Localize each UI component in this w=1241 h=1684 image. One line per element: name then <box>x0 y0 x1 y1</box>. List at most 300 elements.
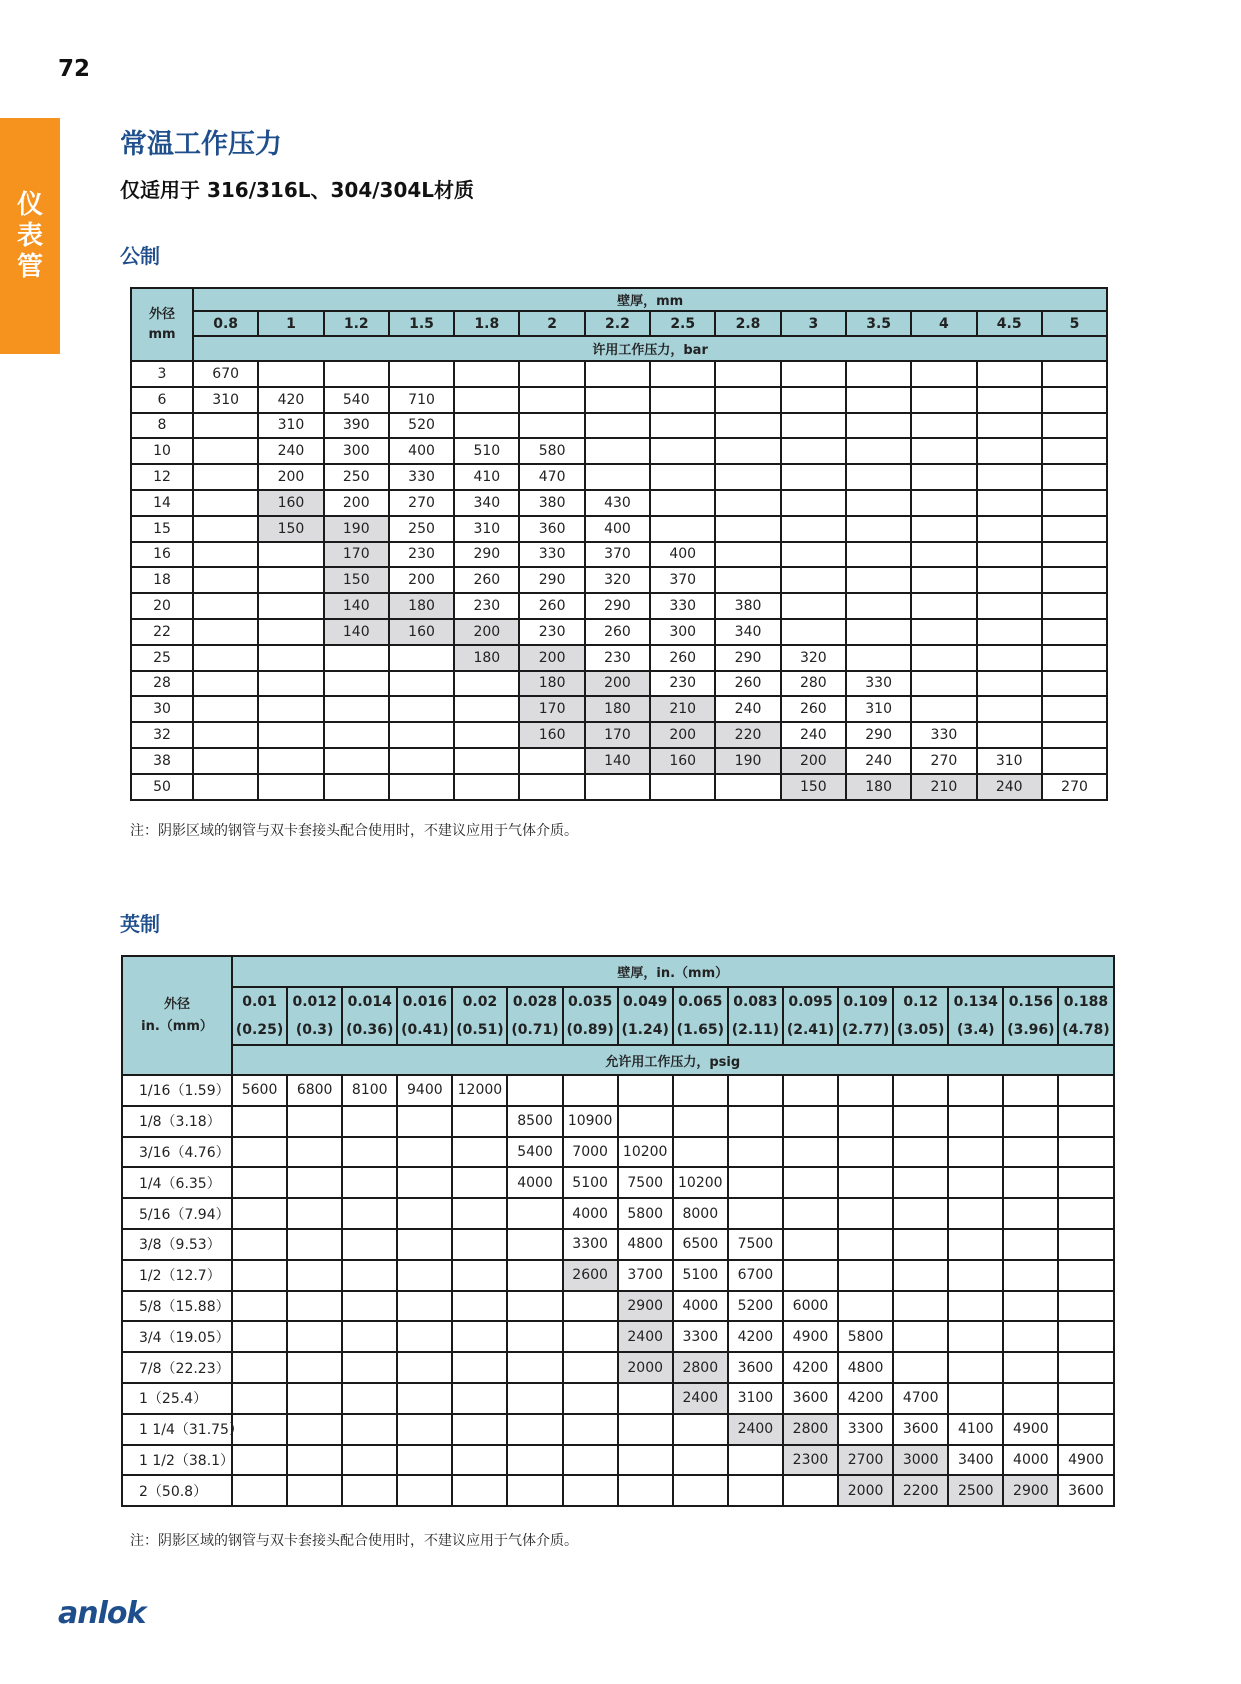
pressure-cell: 5600 <box>232 1075 287 1106</box>
od-header <box>122 956 232 1075</box>
pressure-cell <box>838 1106 893 1137</box>
pressure-cell <box>585 774 650 800</box>
pressure-cell <box>389 748 454 774</box>
pressure-cell <box>1058 1383 1113 1414</box>
pressure-cell <box>232 1383 287 1414</box>
pressure-cell <box>715 438 780 464</box>
pressure-cell-shaded: 190 <box>715 748 780 774</box>
pressure-cell <box>715 413 780 439</box>
pressure-cell <box>232 1260 287 1291</box>
pressure-header: 允许用工作压力，psig <box>232 1045 1114 1075</box>
pressure-cell <box>846 413 911 439</box>
pressure-cell <box>452 1475 507 1506</box>
pressure-cell <box>287 1167 342 1198</box>
pressure-cell-shaded: 3000 <box>893 1445 948 1476</box>
wall-thickness-mm: (0.41) <box>397 1016 452 1045</box>
pressure-cell: 8100 <box>342 1075 397 1106</box>
pressure-cell <box>258 593 323 619</box>
pressure-cell-shaded: 140 <box>324 593 389 619</box>
pressure-cell <box>1003 1260 1058 1291</box>
pressure-cell <box>1058 1321 1113 1352</box>
pressure-cell <box>452 1414 507 1445</box>
wall-thickness-mm: (0.89) <box>563 1016 618 1045</box>
pressure-cell-shaded: 160 <box>519 722 584 748</box>
pressure-cell <box>193 464 258 490</box>
pressure-cell: 250 <box>389 516 454 542</box>
table-row <box>131 542 1107 568</box>
pressure-cell: 290 <box>846 722 911 748</box>
pressure-cell: 580 <box>519 438 584 464</box>
pressure-cell <box>1003 1383 1058 1414</box>
wall-thickness-mm: (3.96) <box>1003 1016 1058 1045</box>
pressure-cell <box>783 1198 838 1229</box>
pressure-cell <box>781 490 846 516</box>
pressure-cell <box>193 645 258 671</box>
pressure-cell: 300 <box>324 438 389 464</box>
pressure-cell <box>342 1383 397 1414</box>
pressure-cell <box>618 1445 673 1476</box>
pressure-cell <box>838 1198 893 1229</box>
pressure-cell-shaded: 180 <box>846 774 911 800</box>
pressure-cell <box>563 1383 618 1414</box>
pressure-cell <box>563 1352 618 1383</box>
table-row <box>122 1075 1114 1106</box>
pressure-cell <box>948 1198 1003 1229</box>
pressure-cell <box>846 490 911 516</box>
pressure-cell-shaded: 200 <box>519 645 584 671</box>
table-row <box>131 361 1107 387</box>
pressure-cell <box>977 645 1042 671</box>
pressure-cell: 4900 <box>1058 1445 1113 1476</box>
pressure-cell <box>342 1260 397 1291</box>
pressure-cell <box>977 593 1042 619</box>
pressure-cell: 4000 <box>507 1167 562 1198</box>
pressure-cell-shaded: 240 <box>977 774 1042 800</box>
wall-thickness-value: 1.5 <box>389 311 454 336</box>
wall-thickness-value: 2.8 <box>715 311 780 336</box>
pressure-cell <box>673 1137 728 1168</box>
pressure-cell <box>911 387 976 413</box>
pressure-cell: 240 <box>781 722 846 748</box>
pressure-cell <box>397 1414 452 1445</box>
outer-diameter-cell: 2（50.8） <box>122 1475 232 1506</box>
pressure-cell-shaded: 180 <box>454 645 519 671</box>
pressure-cell <box>585 361 650 387</box>
pressure-cell <box>846 438 911 464</box>
pressure-cell <box>324 361 389 387</box>
pressure-cell <box>324 774 389 800</box>
pressure-cell <box>728 1106 783 1137</box>
wall-thickness-value: 0.014 <box>342 987 397 1016</box>
pressure-cell <box>1042 361 1107 387</box>
pressure-cell <box>232 1229 287 1260</box>
pressure-cell: 240 <box>846 748 911 774</box>
pressure-cell <box>452 1445 507 1476</box>
pressure-cell: 290 <box>585 593 650 619</box>
wall-thickness-value: 2.5 <box>650 311 715 336</box>
pressure-cell <box>454 774 519 800</box>
pressure-cell <box>650 361 715 387</box>
pressure-cell <box>389 645 454 671</box>
pressure-cell <box>977 413 1042 439</box>
pressure-cell: 200 <box>324 490 389 516</box>
pressure-cell-shaded: 2900 <box>618 1291 673 1322</box>
pressure-cell <box>781 619 846 645</box>
pressure-cell <box>342 1475 397 1506</box>
pressure-cell <box>893 1106 948 1137</box>
pressure-cell <box>397 1321 452 1352</box>
table-row <box>122 1352 1114 1383</box>
pressure-cell-shaded: 2200 <box>893 1475 948 1506</box>
pressure-cell: 4800 <box>618 1229 673 1260</box>
pressure-cell <box>342 1167 397 1198</box>
pressure-cell <box>977 671 1042 697</box>
outer-diameter-cell: 1 1/4（31.75） <box>122 1414 232 1445</box>
pressure-cell <box>618 1383 673 1414</box>
pressure-cell <box>846 387 911 413</box>
pressure-cell <box>585 413 650 439</box>
pressure-cell <box>454 722 519 748</box>
pressure-cell <box>397 1106 452 1137</box>
page-subtitle: 仅适用于 316/316L、304/304L材质 <box>120 178 475 202</box>
pressure-cell <box>977 567 1042 593</box>
pressure-cell <box>911 542 976 568</box>
pressure-cell <box>193 490 258 516</box>
outer-diameter-cell: 3/16（4.76） <box>122 1137 232 1168</box>
table-row <box>122 1414 1114 1445</box>
pressure-cell <box>846 361 911 387</box>
page-number: 72 <box>58 56 91 82</box>
od-header-line: mm <box>148 326 176 342</box>
table-row <box>131 774 1107 800</box>
pressure-cell <box>397 1260 452 1291</box>
pressure-cell <box>1042 671 1107 697</box>
pressure-cell <box>728 1075 783 1106</box>
pressure-cell: 12000 <box>452 1075 507 1106</box>
outer-diameter-cell: 15 <box>131 516 193 542</box>
pressure-cell: 300 <box>650 619 715 645</box>
pressure-cell <box>452 1291 507 1322</box>
pressure-cell <box>507 1475 562 1506</box>
outer-diameter-cell: 20 <box>131 593 193 619</box>
pressure-cell: 3400 <box>948 1445 1003 1476</box>
pressure-cell-shaded: 180 <box>519 671 584 697</box>
pressure-cell: 330 <box>846 671 911 697</box>
pressure-cell <box>948 1167 1003 1198</box>
pressure-cell <box>287 1475 342 1506</box>
pressure-cell <box>232 1198 287 1229</box>
pressure-cell <box>911 645 976 671</box>
pressure-cell <box>563 1445 618 1476</box>
pressure-cell <box>1042 438 1107 464</box>
outer-diameter-cell: 38 <box>131 748 193 774</box>
wall-thickness-mm: (1.24) <box>618 1016 673 1045</box>
pressure-cell: 4000 <box>563 1198 618 1229</box>
table-row <box>131 516 1107 542</box>
pressure-cell <box>324 722 389 748</box>
outer-diameter-cell: 12 <box>131 464 193 490</box>
pressure-cell <box>454 387 519 413</box>
pressure-cell: 280 <box>781 671 846 697</box>
pressure-cell: 230 <box>454 593 519 619</box>
pressure-cell: 230 <box>389 542 454 568</box>
pressure-cell <box>1042 413 1107 439</box>
pressure-cell <box>1003 1352 1058 1383</box>
outer-diameter-cell: 3/4（19.05） <box>122 1321 232 1352</box>
pressure-cell <box>342 1198 397 1229</box>
wall-thickness-value: 0.095 <box>783 987 838 1016</box>
pressure-cell <box>287 1260 342 1291</box>
page-title: 常温工作压力 <box>120 129 282 160</box>
pressure-cell: 320 <box>585 567 650 593</box>
table-row <box>122 1383 1114 1414</box>
pressure-cell <box>1058 1167 1113 1198</box>
pressure-cell <box>948 1229 1003 1260</box>
table-row <box>131 645 1107 671</box>
outer-diameter-cell: 1/16（1.59） <box>122 1075 232 1106</box>
pressure-cell <box>193 593 258 619</box>
pressure-cell <box>1042 387 1107 413</box>
wall-thickness-value: 0.109 <box>838 987 893 1016</box>
pressure-cell <box>650 516 715 542</box>
pressure-cell: 670 <box>193 361 258 387</box>
pressure-cell: 230 <box>519 619 584 645</box>
pressure-cell <box>977 696 1042 722</box>
pressure-cell <box>728 1475 783 1506</box>
pressure-cell: 410 <box>454 464 519 490</box>
outer-diameter-cell: 16 <box>131 542 193 568</box>
outer-diameter-cell: 1（25.4） <box>122 1383 232 1414</box>
pressure-cell <box>287 1229 342 1260</box>
wall-thickness-header: 壁厚，mm <box>193 288 1107 311</box>
table-row <box>122 1137 1114 1168</box>
pressure-cell <box>846 542 911 568</box>
pressure-cell <box>1042 619 1107 645</box>
pressure-cell <box>324 671 389 697</box>
pressure-cell <box>650 413 715 439</box>
pressure-cell: 330 <box>650 593 715 619</box>
pressure-cell <box>397 1167 452 1198</box>
pressure-cell <box>232 1137 287 1168</box>
pressure-cell <box>715 490 780 516</box>
pressure-cell: 5100 <box>563 1167 618 1198</box>
pressure-cell-shaded: 180 <box>389 593 454 619</box>
pressure-cell: 540 <box>324 387 389 413</box>
pressure-cell <box>342 1414 397 1445</box>
pressure-cell <box>397 1445 452 1476</box>
pressure-cell: 240 <box>258 438 323 464</box>
pressure-cell: 310 <box>193 387 258 413</box>
table-row <box>131 413 1107 439</box>
pressure-cell <box>258 774 323 800</box>
pressure-cell: 6700 <box>728 1260 783 1291</box>
pressure-cell: 310 <box>977 748 1042 774</box>
wall-thickness-value: 0.083 <box>728 987 783 1016</box>
pressure-cell: 330 <box>389 464 454 490</box>
pressure-cell <box>783 1137 838 1168</box>
pressure-cell: 340 <box>454 490 519 516</box>
table-row <box>122 1198 1114 1229</box>
pressure-cell <box>911 361 976 387</box>
pressure-cell: 3100 <box>728 1383 783 1414</box>
outer-diameter-cell: 50 <box>131 774 193 800</box>
pressure-cell <box>193 567 258 593</box>
pressure-cell <box>948 1383 1003 1414</box>
pressure-cell <box>1058 1414 1113 1445</box>
pressure-cell <box>1042 696 1107 722</box>
pressure-cell <box>1058 1260 1113 1291</box>
pressure-cell <box>781 464 846 490</box>
pressure-cell: 3600 <box>1058 1475 1113 1506</box>
brand-logo: anlok <box>58 1596 146 1631</box>
pressure-cell <box>452 1137 507 1168</box>
outer-diameter-cell: 3/8（9.53） <box>122 1229 232 1260</box>
table-row <box>122 1321 1114 1352</box>
pressure-cell <box>232 1475 287 1506</box>
pressure-cell: 3300 <box>563 1229 618 1260</box>
pressure-cell: 200 <box>389 567 454 593</box>
pressure-cell: 390 <box>324 413 389 439</box>
pressure-cell <box>287 1106 342 1137</box>
outer-diameter-cell: 1 1/2（38.1） <box>122 1445 232 1476</box>
pressure-cell <box>287 1352 342 1383</box>
pressure-cell <box>389 671 454 697</box>
pressure-cell <box>838 1167 893 1198</box>
pressure-cell <box>519 387 584 413</box>
table-row <box>122 1167 1114 1198</box>
pressure-cell <box>781 567 846 593</box>
pressure-cell <box>715 387 780 413</box>
pressure-cell <box>287 1198 342 1229</box>
pressure-cell-shaded: 140 <box>324 619 389 645</box>
pressure-cell <box>397 1198 452 1229</box>
pressure-cell <box>287 1383 342 1414</box>
pressure-cell <box>258 567 323 593</box>
pressure-cell <box>258 645 323 671</box>
pressure-cell <box>781 542 846 568</box>
pressure-cell <box>650 774 715 800</box>
pressure-cell <box>728 1445 783 1476</box>
pressure-cell <box>893 1321 948 1352</box>
pressure-cell-shaded: 150 <box>324 567 389 593</box>
pressure-cell <box>618 1075 673 1106</box>
pressure-cell: 4900 <box>783 1321 838 1352</box>
pressure-cell <box>563 1291 618 1322</box>
pressure-cell: 5400 <box>507 1137 562 1168</box>
outer-diameter-cell: 18 <box>131 567 193 593</box>
pressure-cell <box>846 567 911 593</box>
pressure-cell <box>397 1291 452 1322</box>
pressure-cell <box>454 696 519 722</box>
pressure-cell <box>911 593 976 619</box>
pressure-cell <box>783 1075 838 1106</box>
pressure-cell <box>1003 1075 1058 1106</box>
pressure-cell: 3600 <box>728 1352 783 1383</box>
pressure-cell <box>519 361 584 387</box>
pressure-cell: 10200 <box>673 1167 728 1198</box>
pressure-cell <box>838 1260 893 1291</box>
pressure-cell <box>948 1075 1003 1106</box>
pressure-cell <box>342 1106 397 1137</box>
pressure-cell <box>1058 1075 1113 1106</box>
pressure-cell <box>519 748 584 774</box>
pressure-cell: 200 <box>258 464 323 490</box>
pressure-cell <box>781 361 846 387</box>
pressure-cell <box>781 438 846 464</box>
outer-diameter-cell: 28 <box>131 671 193 697</box>
pressure-cell <box>1003 1321 1058 1352</box>
pressure-cell <box>397 1352 452 1383</box>
pressure-cell <box>911 490 976 516</box>
pressure-cell: 4100 <box>948 1414 1003 1445</box>
pressure-cell <box>507 1075 562 1106</box>
pressure-cell-shaded: 200 <box>585 671 650 697</box>
pressure-cell: 400 <box>585 516 650 542</box>
pressure-cell: 4000 <box>673 1291 728 1322</box>
pressure-cell <box>715 567 780 593</box>
imperial-note: 注：阴影区域的钢管与双卡套接头配合使用时，不建议应用于气体介质。 <box>130 1533 578 1549</box>
wall-thickness-value: 4 <box>911 311 976 336</box>
outer-diameter-cell: 7/8（22.23） <box>122 1352 232 1383</box>
wall-thickness-value: 3.5 <box>846 311 911 336</box>
pressure-cell <box>1003 1167 1058 1198</box>
pressure-cell: 8500 <box>507 1106 562 1137</box>
pressure-cell <box>783 1106 838 1137</box>
pressure-cell: 270 <box>911 748 976 774</box>
pressure-cell <box>563 1321 618 1352</box>
pressure-cell <box>258 361 323 387</box>
table-row <box>122 1260 1114 1291</box>
pressure-cell <box>193 774 258 800</box>
pressure-cell-shaded: 2900 <box>1003 1475 1058 1506</box>
side-tab-instrument-tubing <box>0 118 60 354</box>
pressure-cell <box>342 1229 397 1260</box>
pressure-cell-shaded: 140 <box>585 748 650 774</box>
pressure-cell <box>1042 516 1107 542</box>
pressure-cell: 230 <box>585 645 650 671</box>
outer-diameter-cell: 3 <box>131 361 193 387</box>
pressure-cell-shaded: 150 <box>781 774 846 800</box>
pressure-cell <box>193 516 258 542</box>
pressure-cell: 510 <box>454 438 519 464</box>
pressure-cell: 310 <box>846 696 911 722</box>
pressure-cell <box>948 1137 1003 1168</box>
pressure-cell-shaded: 220 <box>715 722 780 748</box>
pressure-cell: 520 <box>389 413 454 439</box>
pressure-cell <box>454 671 519 697</box>
imperial-pressure-table <box>121 955 1115 1507</box>
pressure-cell-shaded: 200 <box>781 748 846 774</box>
pressure-cell <box>452 1106 507 1137</box>
pressure-cell: 10900 <box>563 1106 618 1137</box>
pressure-cell <box>232 1321 287 1352</box>
pressure-cell <box>781 593 846 619</box>
pressure-cell <box>507 1414 562 1445</box>
pressure-cell <box>846 464 911 490</box>
wall-thickness-mm: (0.71) <box>507 1016 562 1045</box>
pressure-cell: 420 <box>258 387 323 413</box>
pressure-cell <box>507 1352 562 1383</box>
table-row <box>131 490 1107 516</box>
pressure-cell <box>893 1291 948 1322</box>
pressure-cell <box>454 748 519 774</box>
pressure-cell: 370 <box>650 567 715 593</box>
od-header-line: 外径 <box>163 996 190 1012</box>
pressure-cell: 290 <box>454 542 519 568</box>
pressure-cell <box>1042 722 1107 748</box>
pressure-cell: 3300 <box>838 1414 893 1445</box>
pressure-cell <box>893 1260 948 1291</box>
